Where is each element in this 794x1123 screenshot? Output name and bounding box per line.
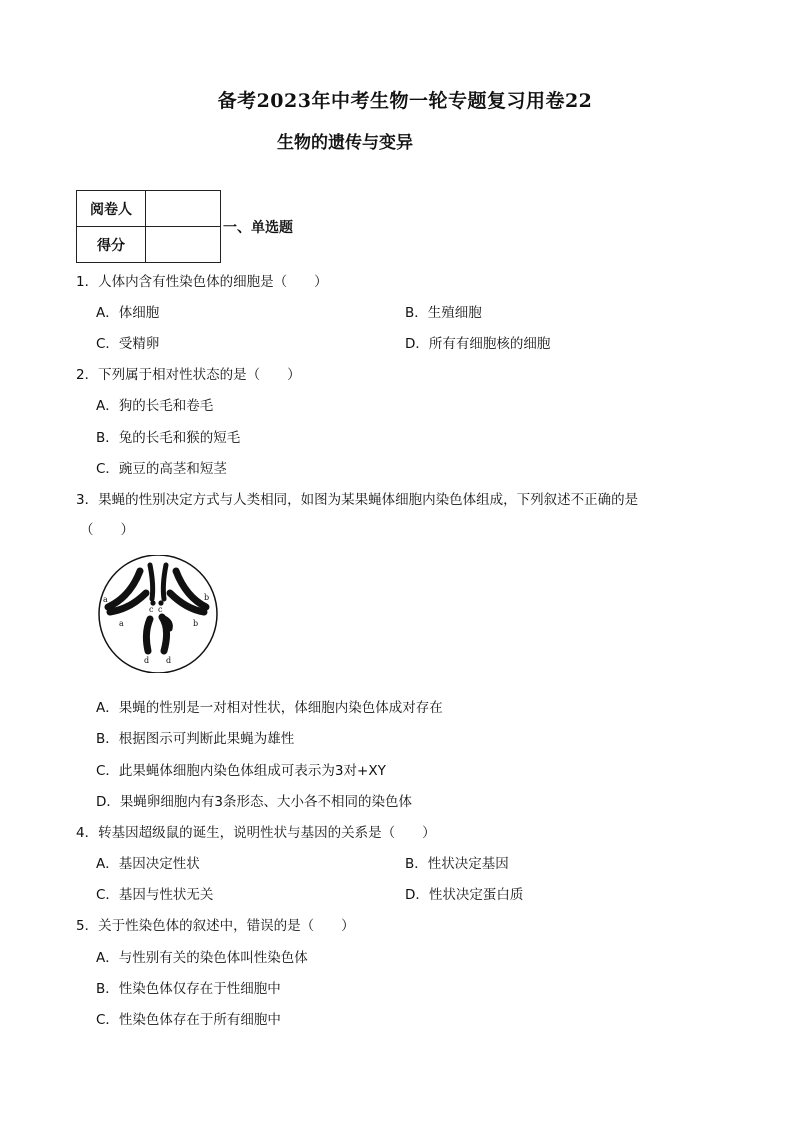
document-subtitle: 生物的遗传与变异	[277, 133, 413, 153]
question-5-option-c: C．性染色体存在于所有细胞中	[96, 1012, 281, 1028]
question-4-option-a: A．基因决定性状	[96, 856, 200, 872]
question-2-option-b: B．兔的长毛和猴的短毛	[96, 430, 241, 446]
label-d-left: d	[144, 656, 150, 665]
question-3-option-d: D．果蝇卵细胞内有3条形态、大小各不相同的染色体	[96, 794, 412, 810]
label-d-right: d	[166, 656, 172, 665]
label-b-lower: b	[193, 619, 199, 628]
section-heading: 一、单选题	[223, 220, 293, 236]
question-1-option-c: C．受精卵	[96, 336, 160, 352]
reviewer-cell	[146, 191, 221, 227]
chromosome-inner-right	[163, 565, 166, 599]
question-3-stem: 3．果蝇的性别决定方式与人类相同，如图为某果蝇体细胞内染色体组成，下列叙述不正确的是	[76, 492, 639, 508]
score-cell	[146, 227, 221, 263]
chromosome-d-left	[146, 619, 150, 651]
question-3-stem-paren: （ ）	[80, 522, 134, 538]
document-title: 备考2023年中考生物一轮专题复习用卷22	[217, 90, 593, 112]
question-1-option-b: B．生殖细胞	[405, 305, 482, 321]
label-c-left: c	[149, 605, 154, 614]
reviewer-label: 阅卷人	[77, 191, 146, 227]
question-5-option-b: B．性染色体仅存在于性细胞中	[96, 981, 281, 997]
question-1-option-d: D．所有有细胞核的细胞	[405, 336, 551, 352]
question-5-option-a: A．与性别有关的染色体叫性染色体	[96, 950, 308, 966]
question-3-option-b: B．根据图示可判断此果蝇为雄性	[96, 731, 295, 747]
label-a-upper: a	[103, 595, 108, 604]
question-2-option-a: A．狗的长毛和卷毛	[96, 398, 214, 414]
question-4-option-c: C．基因与性状无关	[96, 887, 214, 903]
label-b-upper: b	[204, 593, 210, 602]
score-table	[76, 190, 221, 263]
question-4-option-d: D．性状决定蛋白质	[405, 887, 524, 903]
question-1-stem: 1．人体内含有性染色体的细胞是（ ）	[76, 274, 328, 290]
question-4-option-b: B．性状决定基因	[405, 856, 509, 872]
question-1-option-a: A．体细胞	[96, 305, 160, 321]
question-2-stem: 2．下列属于相对性状态的是（ ）	[76, 367, 301, 383]
label-c-right: c	[158, 605, 163, 614]
question-5-stem: 5．关于性染色体的叙述中，错误的是（ ）	[76, 918, 355, 934]
question-3-option-c: C．此果蝇体细胞内染色体组成可表示为3对+XY	[96, 763, 386, 779]
question-2-option-c: C．豌豆的高茎和短茎	[96, 461, 227, 477]
label-a-lower: a	[119, 619, 124, 628]
chromosome-figure	[96, 555, 220, 673]
question-4-stem: 4．转基因超级鼠的诞生，说明性状与基因的关系是（ ）	[76, 825, 436, 841]
score-label: 得分	[77, 227, 146, 263]
chromosome-inner-left	[150, 565, 153, 599]
question-3-option-a: A．果蝇的性别是一对相对性状，体细胞内染色体成对存在	[96, 700, 443, 716]
